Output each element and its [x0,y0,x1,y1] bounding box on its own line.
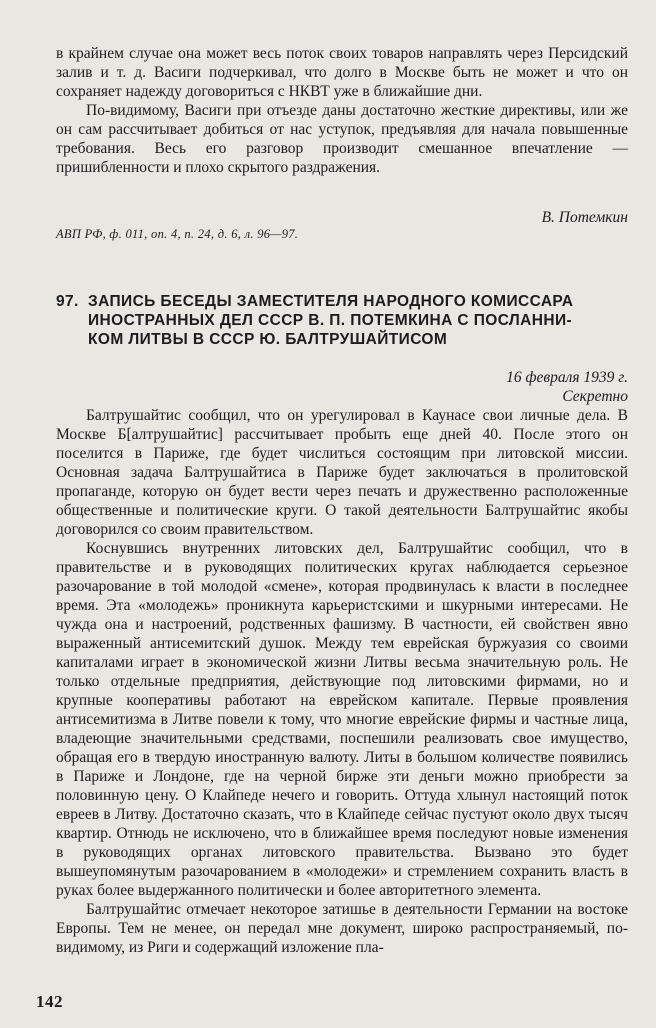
heading-title-line: ИНОСТРАННЫХ ДЕЛ СССР В. П. ПОТЕМКИНА С ПОСЛАННИ- [88,312,573,329]
document-number: 97. [56,293,79,310]
paragraph: Балтрушайтис сообщил, что он урегулировал в Каунасе свои личные дела. В Москве Б[алтрушайтис] рассчитывает пробыть еще дней 40. После этого он поселится в Париже, где будет числиться состоящим при литовской миссии. Основная задача Балтрушайтиса в Париже будет заключаться в пролитовской пропаганде, которую он будет вести через печать и дружественно расположенные общественные и политические круги. О такой деятельности Балтрушайтис якобы договорился со своим правительством. [56,407,628,538]
heading-title-line: КОМ ЛИТВЫ В СССР Ю. БАЛТРУШАЙТИСОМ [88,331,448,348]
document-heading [56,292,628,349]
paragraph: Коснувшись внутренних литовских дел, Балтрушайтис сообщил, что в правительстве и в руководящих политических кругах наблюдается серьезное разочарование в той молодой «смене», которая продвинулась к власти в последнее время. Эта «молодежь» проникнута карьеристскими и шкурными интересами. Не чужда она и настроений, родственных фашизму. В частности, ей свойствен явно выраженный антисемитский душок. Между тем еврейская буржуазия со своими капиталами играет в экономической жизни Литвы весьма значительную роль. Не только отдельные предприятия, действующие под литовскими фирмами, но и крупные кооперативы работают на еврейском капитале. Первые проявления антисемитизма в Литве повели к тому, что многие еврейские фирмы и частные лица, владеющие значительными средствами, поспешили реализовать свое имущество, обращая его в твердую иностранную валюту. Литы в большом количестве появились в Париже и Лондоне, где на черной бирже эти деньги можно приобрести за половинную цену. О Клайпеде нечего и говорить. Оттуда хлынул настоящий поток евреев в Литву. Достаточно сказать, что в Клайпеде сейчас пустуют около двух тысяч квартир. Отнюдь не исключено, что в ближайшее время последуют новые изменения в руководящих органах литовского правительства. Вызвано это будет вышеупомянутым разочарованием в «молодежи» и стремлением сохранить власть в руках более выдержанного политически и более авторитетного элемента. [56,540,628,899]
paragraph: По-видимому, Васиги при отъезде даны достаточно жесткие директивы, или же он сам рассчитывает добиться от нас уступок, предъявляя для начала повышенные требования. Весь его разговор производит смешанное впечатление — пришибленности и плохо скрытого раздражения. [56,102,628,176]
classification-label: Секретно [562,388,628,405]
signature: В. Потемкин [541,209,628,226]
paragraph: в крайнем случае она может весь поток своих товаров направлять через Персидский залив и т. д. Васиги подчеркивал, что долго в Москве быть не может и что он сохраняет надежду договориться с НКВТ уже в ближайшие дни. [56,45,628,100]
document-body [56,406,628,957]
previous-document-continuation [56,44,628,177]
heading-title-line: ЗАПИСЬ БЕСЕДЫ ЗАМЕСТИТЕЛЯ НАРОДНОГО КОМИССАРА [88,293,574,310]
paragraph: Балтрушайтис отмечает некоторое затишье в деятельности Германии на востоке Европы. Тем не менее, он передал мне документ, широко распространяемый, по-видимому, из Риги и содержащий изложение пла- [56,901,628,956]
page-number: 142 [36,992,63,1011]
document-date: 16 февраля 1939 г. [506,369,628,386]
dateline [506,368,628,406]
heading-line-1 [56,292,628,311]
archive-source-reference: АВП РФ, ф. 011, оп. 4, п. 24, д. 6, л. 96—97. [56,227,299,241]
